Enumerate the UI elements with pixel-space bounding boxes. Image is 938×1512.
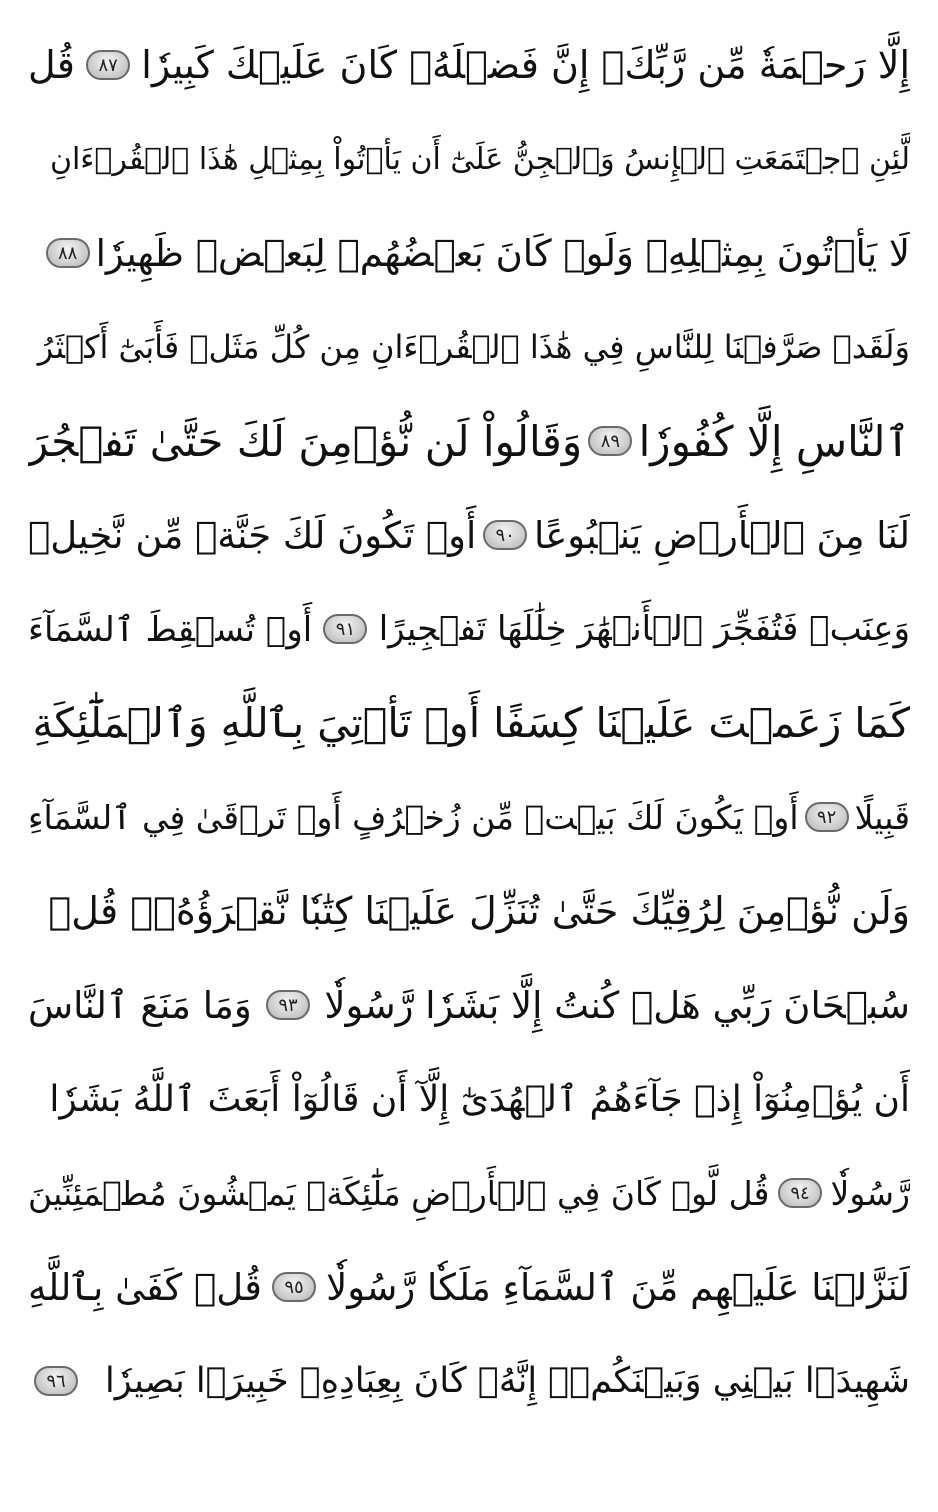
verse-text: شَهِيدَۢا بَيۡنِي وَبَيۡنَكُمۡۚ إِنَّهُۥ كَانَ بِعِبَادِهِۦ خَبِيرَۢا بَصِيرٗا xyxy=(105,1361,910,1401)
text-line xyxy=(28,1146,910,1240)
verse-text: لَا يَأۡتُونَ بِمِثۡلِهِۦ وَلَوۡ كَانَ بَعۡضُهُمۡ لِبَعۡضٖ ظَهِيرٗا xyxy=(95,231,910,275)
verse-text: قُلۡ كَفَىٰ بِٱللَّهِ xyxy=(28,1265,262,1309)
verse-number-marker: ٩٠ xyxy=(483,520,527,550)
text-line xyxy=(28,488,910,582)
verse-number-marker: ٩٤ xyxy=(778,1178,822,1208)
verse-text: قُل xyxy=(28,43,75,87)
verse-text: سُبۡحَانَ رَبِّي هَلۡ كُنتُ إِلَّا بَشَرٗا رَّسُولٗا xyxy=(324,983,910,1027)
text-line xyxy=(28,206,910,300)
verse-text: أَوۡ يَكُونَ لَكَ بَيۡتٞ مِّن زُخۡرُفٍ أَوۡ تَرۡقَىٰ فِي ٱلسَّمَآءِ xyxy=(28,797,799,837)
verse-text: وَلَن نُّؤۡمِنَ لِرُقِيِّكَ حَتَّىٰ تُنَزِّلَ عَلَيۡنَا كِتَٰبٗا نَّقۡرَؤُهُۥۗ قُلۡ xyxy=(48,889,910,933)
text-line xyxy=(28,1334,910,1428)
text-line xyxy=(28,1052,910,1146)
verse-number-marker: ٨٨ xyxy=(46,238,90,268)
text-line xyxy=(28,18,910,112)
verse-number-marker: ٩٢ xyxy=(805,802,849,832)
verse-number-marker: ٩٣ xyxy=(266,990,310,1020)
text-line xyxy=(28,112,910,206)
verse-number-marker: ٩٥ xyxy=(272,1272,316,1302)
text-line xyxy=(28,676,910,770)
verse-text: أَوۡ تَكُونَ لَكَ جَنَّةٞ مِّن نَّخِيلٖ xyxy=(28,513,477,557)
text-line xyxy=(28,864,910,958)
verse-text: إِلَّا رَحۡمَةٗ مِّن رَّبِّكَۚ إِنَّ فَضۡلَهُۥ كَانَ عَلَيۡكَ كَبِيرٗا xyxy=(141,43,910,87)
verse-text: أَن يُؤۡمِنُوٓاْ إِذۡ جَآءَهُمُ ٱلۡهُدَىٰٓ إِلَّآ أَن قَالُوٓاْ أَبَعَثَ ٱللَّهُ بَشَرٗا xyxy=(49,1078,910,1120)
text-line xyxy=(28,958,910,1052)
verse-number-marker: ٩١ xyxy=(323,614,367,644)
text-line xyxy=(28,582,910,676)
verse-number-marker: ٩٦ xyxy=(34,1366,78,1396)
verse-text: أَوۡ تُسۡقِطَ ٱلسَّمَآءَ xyxy=(28,609,313,650)
verse-text: وَلَقَدۡ صَرَّفۡنَا لِلنَّاسِ فِي هَٰذَا ٱلۡقُرۡءَانِ مِن كُلِّ مَثَلٖ فَأَبَىٰٓ أَكۡثَرُ xyxy=(37,328,910,366)
verse-text: وَقَالُواْ لَن نُّؤۡمِنَ لَكَ حَتَّىٰ تَفۡجُرَ xyxy=(28,416,583,466)
verse-text: لَنَا مِنَ ٱلۡأَرۡضِ يَنۢبُوعًا xyxy=(533,513,910,557)
text-line xyxy=(28,770,910,864)
verse-text: وَعِنَبٖ فَتُفَجِّرَ ٱلۡأَنۡهَٰرَ خِلَٰلَهَا تَفۡجِيرًا xyxy=(378,609,910,649)
verse-text: قَبِيلًا xyxy=(854,797,910,837)
text-line xyxy=(28,300,910,394)
verse-text: كَمَا زَعَمۡتَ عَلَيۡنَا كِسَفًا أَوۡ تَأۡتِيَ بِٱللَّهِ وَٱلۡمَلَٰٓئِكَةِ xyxy=(32,699,910,747)
verse-text: قُل لَّوۡ كَانَ فِي ٱلۡأَرۡضِ مَلَٰٓئِكَةٞ يَمۡشُونَ مُطۡمَئِنِّينَ xyxy=(28,1173,770,1213)
text-line xyxy=(28,394,910,488)
verse-number-marker: ٨٩ xyxy=(588,426,632,456)
verse-text: ٱلنَّاسِ إِلَّا كُفُورٗا xyxy=(638,416,910,466)
verse-text: رَّسُولٗا xyxy=(830,1173,910,1213)
text-line xyxy=(28,1240,910,1334)
verse-number-marker: ٨٧ xyxy=(86,50,130,80)
verse-text: لَّئِنِ ٱجۡتَمَعَتِ ٱلۡإِنسُ وَٱلۡجِنُّ عَلَىٰٓ أَن يَأۡتُواْ بِمِثۡلِ هَٰذَا ٱلۡقُرۡءَانِ xyxy=(49,141,910,177)
verse-text: لَنَزَّلۡنَا عَلَيۡهِم مِّنَ ٱلسَّمَآءِ مَلَكٗا رَّسُولٗا xyxy=(326,1265,910,1309)
verse-text: وَمَا مَنَعَ ٱلنَّاسَ xyxy=(28,983,252,1027)
